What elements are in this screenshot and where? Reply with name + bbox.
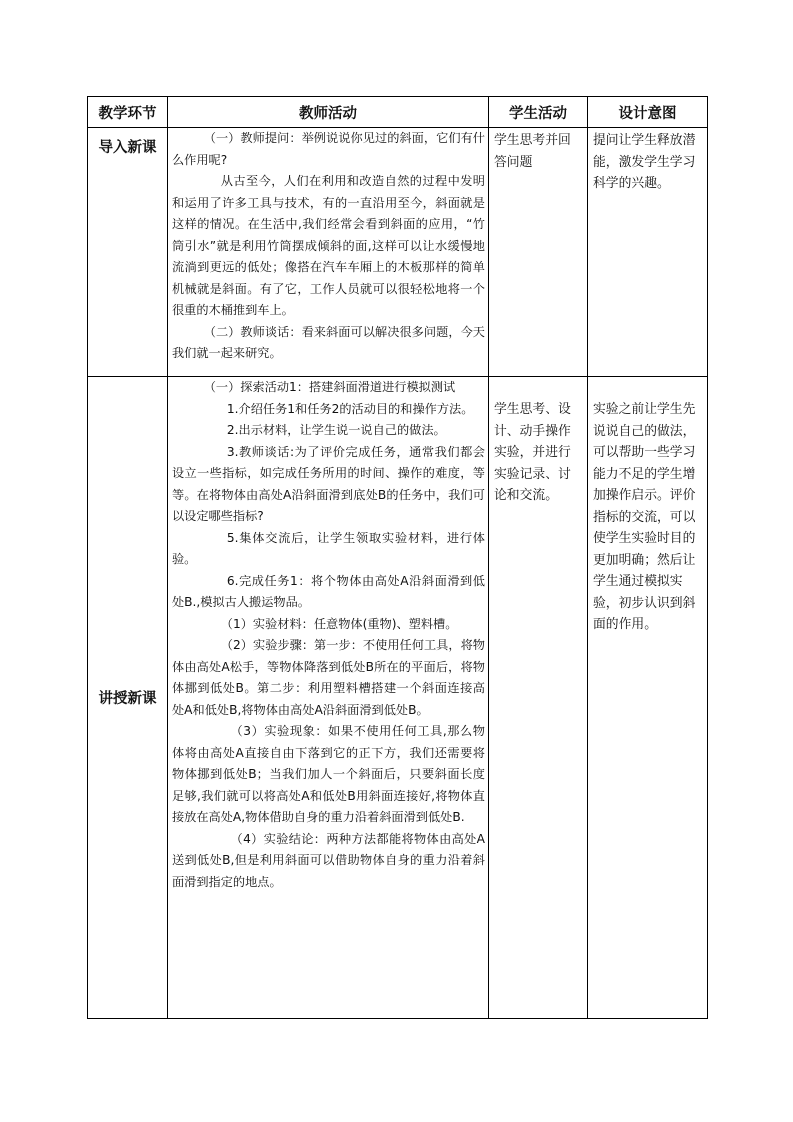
teacher-paragraph: 3.教师谈话:为了评价完成任务，通常我们都会设立一些指标，如完成任务所用的时间、操作的难度，等等。在将物体由高处A沿斜面滑到底处B的任务中，我们可以设定哪些指标?: [172, 444, 485, 523]
table-row: [88, 377, 708, 1019]
teacher-paragraph: （二）教师谈话：看来斜面可以解决很多问题，今天我们就一起来研究。: [172, 324, 485, 360]
teacher-paragraph: （1）实验材料：任意物体(重物)、塑料槽。: [220, 616, 458, 631]
student-activity-text: 学生思考、设计、动手操作实验，并进行实验记录、讨论和交流。: [494, 402, 571, 503]
teacher-paragraph: 2.出示材料，让学生说一说自己的做法。: [226, 423, 446, 437]
design-intent-cell: [588, 128, 708, 377]
teacher-activity-cell: [168, 128, 489, 377]
teacher-paragraph: 1.介绍任务1和任务2的活动目的和操作方法。: [226, 401, 474, 416]
student-activity-text: 学生思考并回答问题: [494, 133, 571, 170]
teacher-paragraph: 5.集体交流后，让学生领取实验材料，进行体验。: [172, 530, 485, 566]
header-stage: 教学环节: [88, 97, 168, 128]
stage-cell: 导入新课: [88, 128, 168, 377]
teacher-paragraph: 从古至今，人们在利用和改造自然的过程中发明和运用了许多工具与技术，有的一直沿用至今，斜面就是这样的情况。在生活中,我们经常会看到斜面的应用，“竹筒引水”就是利用竹筒摆成倾斜的面,这样可以让水缓慢地流淌到更远的低处；像搭在汽车车厢上的木板那样的简单机械就是斜面。有了它，工作人员就可以很轻松地将一个很重的木桶推到车上。: [172, 174, 485, 317]
lesson-plan-table: [87, 96, 708, 1019]
teacher-paragraph: （3）实验现象：如果不使用任何工具,那么物体将由高处A直接自由下落到它的正下方，我们还需要将物体挪到低处B；当我们加人一个斜面后，只要斜面长度足够,我们就可以将高处A和低处B用斜面连接好,将物体直接放在高处A,物体借助自身的重力沿着斜面滑到低处B.: [172, 724, 485, 824]
stage-cell: 讲授新课: [88, 377, 168, 1019]
teacher-paragraph: （4）实验结论：两种方法都能将物体由高处A送到低处B,但是利用斜面可以借助物体自身的重力沿着斜面滑到指定的地点。: [172, 831, 485, 889]
header-teacher-activity: 教师活动: [168, 97, 489, 128]
student-activity-cell: [489, 377, 588, 1019]
teacher-paragraph: 6.完成任务1：将个物体由高处A沿斜面滑到低处B.,模拟古人搬运物品。: [172, 573, 485, 609]
design-intent-text: 实验之前让学生先说说自己的做法，可以帮助一些学习能力不足的学生增加操作启示。评价指标的交流，可以使学生实验时目的更加明确；然后让学生通过模拟实验，初步认识到斜面的作用。: [593, 402, 696, 632]
header-design-intent: 设计意图: [588, 97, 708, 128]
header-student-activity: 学生活动: [489, 97, 588, 128]
teacher-paragraph: （2）实验步骤：第一步：不使用任何工具，将物体由高处A松手，等物体降落到低处B所在的平面后，将物体挪到低处B。第二步：利用塑料槽搭建一个斜面连接高处A和低处B,将物体由高处A沿斜面滑到低处B。: [172, 638, 485, 717]
teacher-paragraph: （一）教师提问：举例说说你见过的斜面，它们有什么作用呢?: [172, 131, 485, 167]
design-intent-text: 提问让学生释放潜能，激发学生学习科学的兴趣。: [593, 133, 696, 191]
student-activity-cell: [489, 128, 588, 377]
teacher-paragraph: （一）探索活动1：搭建斜面滑道进行模拟测试: [203, 380, 456, 394]
design-intent-cell: [588, 377, 708, 1019]
teacher-activity-cell: [168, 377, 489, 1019]
table-row: [88, 128, 708, 377]
table-header-row: [88, 97, 708, 128]
